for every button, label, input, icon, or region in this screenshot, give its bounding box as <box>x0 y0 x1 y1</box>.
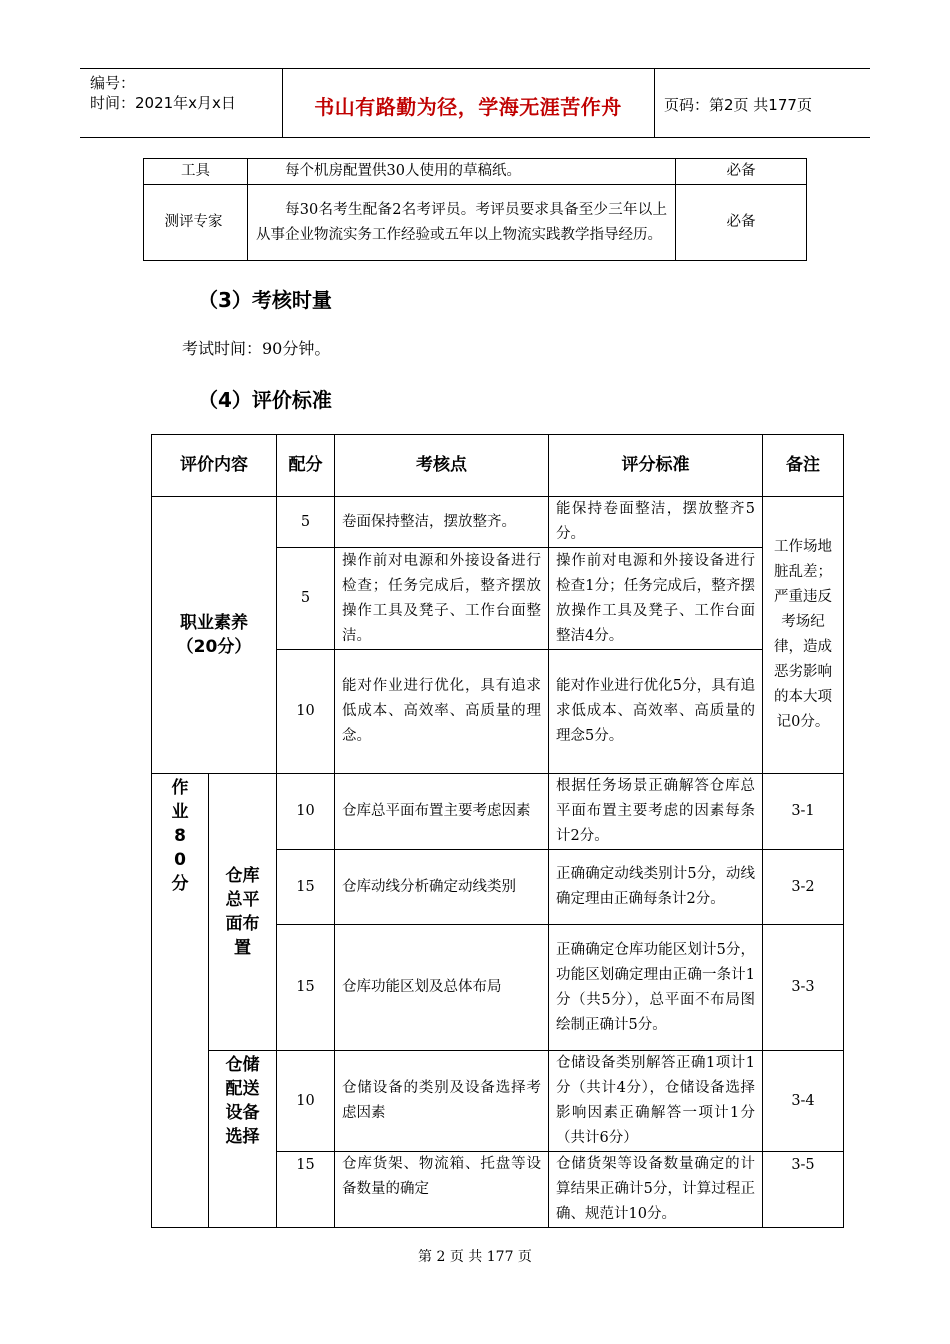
row-score: 15 <box>277 850 335 925</box>
table-header-row <box>152 435 844 497</box>
row-score: 10 <box>277 1051 335 1152</box>
subgroup-cell <box>209 1051 277 1228</box>
row-standard: 正确确定仓库功能区划计5分，功能区划确定理由正确一条计1分（共5分），总平面不布局图绘制正确计5分。 <box>549 925 763 1051</box>
table-row <box>144 159 807 185</box>
row-score: 10 <box>277 650 335 774</box>
resource-requirement: 必备 <box>676 185 807 261</box>
resource-description: 每30名考生配备2名考评员。考评员要求具备至少三年以上从事企业物流实务工作经验或五年以上物流实践教学指导经历。 <box>248 185 676 261</box>
row-note: 3-5 <box>763 1152 844 1228</box>
header-content: 评价内容 <box>152 435 277 497</box>
group-note: 工作场地脏乱差；严重违反考场纪律，造成恶劣影响的本大项记0分。 <box>763 497 844 774</box>
row-point: 仓库货架、物流箱、托盘等设备数量的确定 <box>335 1152 549 1228</box>
row-standard: 能对作业进行优化5分，具有追求低成本、高效率、高质量的理念5分。 <box>549 650 763 774</box>
header-divider <box>654 69 655 137</box>
row-note: 3-3 <box>763 925 844 1051</box>
resource-item: 测评专家 <box>164 214 223 230</box>
subgroup-name: 仓库总平面布置 <box>225 866 260 958</box>
row-note: 3-2 <box>763 850 844 925</box>
section-heading: （3）考核时量 <box>198 288 332 312</box>
header-number: 编号： <box>90 74 136 92</box>
row-score: 5 <box>277 497 335 548</box>
row-point: 操作前对电源和外接设备进行检查；任务完成后，整齐摆放操作工具及凳子、工作台面整洁。 <box>335 548 549 650</box>
header-point: 考核点 <box>335 435 549 497</box>
resource-item: 工具 <box>144 159 248 185</box>
row-point: 仓库功能区划及总体布局 <box>335 925 549 1051</box>
row-point: 仓储设备的类别及设备选择考虑因素 <box>335 1051 549 1152</box>
exam-time-text: 考试时间：90分钟。 <box>182 339 331 358</box>
table-row <box>152 1051 844 1152</box>
header-note: 备注 <box>763 435 844 497</box>
row-standard: 能保持卷面整洁，摆放整齐5分。 <box>549 497 763 548</box>
evaluation-table <box>151 434 844 1228</box>
row-point: 仓库总平面布置主要考虑因素 <box>335 774 549 850</box>
row-score: 5 <box>277 548 335 650</box>
row-point: 能对作业进行优化，具有追求低成本、高效率、高质量的理念。 <box>335 650 549 774</box>
row-point: 卷面保持整洁，摆放整齐。 <box>335 497 549 548</box>
header-meta <box>90 73 236 113</box>
header-standard: 评分标准 <box>549 435 763 497</box>
table-row <box>144 185 807 261</box>
subgroup-name: 仓储配送设备选择 <box>225 1055 260 1147</box>
row-standard: 仓储货架等设备数量确定的计算结果正确计5分，计算过程正确、规范计10分。 <box>549 1152 763 1228</box>
resource-item-cell <box>144 185 248 261</box>
group-name: 职业素养 <box>180 613 248 633</box>
header-score: 配分 <box>277 435 335 497</box>
resource-requirement: 必备 <box>676 159 807 185</box>
row-standard: 正确确定动线类别计5分，动线确定理由正确每条计2分。 <box>549 850 763 925</box>
row-standard: 仓储设备类别解答正确1项计1分（共计4分），仓储设备选择影响因素正确解答一项计1分（共计6分） <box>549 1051 763 1152</box>
table-row <box>152 774 844 850</box>
row-note: 3-1 <box>763 774 844 850</box>
row-standard: 根据任务场景正确解答仓库总平面布置主要考虑的因素每条计2分。 <box>549 774 763 850</box>
group-name: 作业80分 <box>171 778 189 894</box>
table-row <box>152 497 844 548</box>
header-time: 时间：2021年x月x日 <box>90 94 236 112</box>
row-score: 15 <box>277 1152 335 1228</box>
resource-description: 每个机房配置供30人使用的草稿纸。 <box>248 159 676 185</box>
resource-table <box>143 158 807 261</box>
group-cell <box>152 497 277 774</box>
header-page-info: 页码：第2页 共177页 <box>664 96 812 114</box>
section-heading: （4）评价标准 <box>198 388 332 412</box>
group-total: （20分） <box>176 637 252 657</box>
row-note: 3-4 <box>763 1051 844 1152</box>
row-score: 10 <box>277 774 335 850</box>
row-standard: 操作前对电源和外接设备进行检查1分；任务完成后，整齐摆放操作工具及凳子、工作台面整洁4分。 <box>549 548 763 650</box>
running-header <box>80 68 870 138</box>
row-point: 仓库动线分析确定动线类别 <box>335 850 549 925</box>
header-motto: 书山有路勤为径，学海无涯苦作舟 <box>314 95 622 119</box>
page-footer: 第 2 页 共 177 页 <box>418 1249 532 1265</box>
row-score: 15 <box>277 925 335 1051</box>
group-cell <box>152 774 209 1228</box>
subgroup-cell <box>209 774 277 1051</box>
